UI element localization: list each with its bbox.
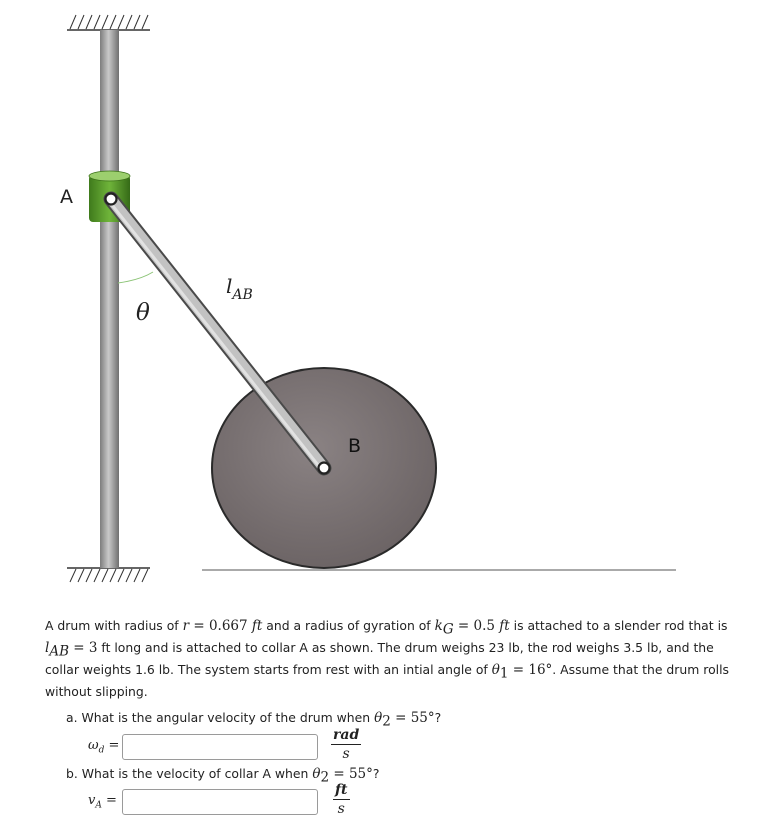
vertical-shaft <box>100 30 119 568</box>
v-a-input[interactable] <box>122 789 318 815</box>
label-a: A <box>60 186 73 208</box>
v-a-label: $v_A$ = <box>88 793 117 811</box>
pin-a <box>106 194 117 205</box>
bottom-support <box>67 568 150 582</box>
theta-arc <box>118 272 153 283</box>
label-theta: θ <box>136 300 150 326</box>
problem-statement: A drum with radius of r = 0.667 ft and a radius of gyration of $k_G = 0.5$ ft is attached to a slender rod that is $l_{AB} = 3$ ft long and is attached to collar A as shown. The drum weighs 23 lb, the rod weighs 3.5 lb, and the collar weights 1.6 lb. The system starts from rest with an intial angle of $\theta_1 = 16^\circ$. Assume that the drum rolls without slipping. <box>45 618 729 699</box>
unit-rad-per-s: rad s <box>333 727 360 762</box>
top-support <box>67 15 150 30</box>
omega-d-label: $\omega_d$ = <box>88 738 120 756</box>
label-b: B <box>348 435 362 457</box>
label-rod: $l_{AB}$ <box>226 274 253 303</box>
question-b: b. What is the velocity of collar A when $\theta_2 = 55^\circ$? <box>66 766 380 786</box>
unit-ft-per-s: $\frac{ft}{s}$ <box>335 782 348 817</box>
omega-d-input[interactable] <box>122 734 318 760</box>
pin-b <box>319 463 330 474</box>
question-a: a. What is the angular velocity of the drum when $\theta_2 = 55^\circ$? <box>66 710 442 730</box>
